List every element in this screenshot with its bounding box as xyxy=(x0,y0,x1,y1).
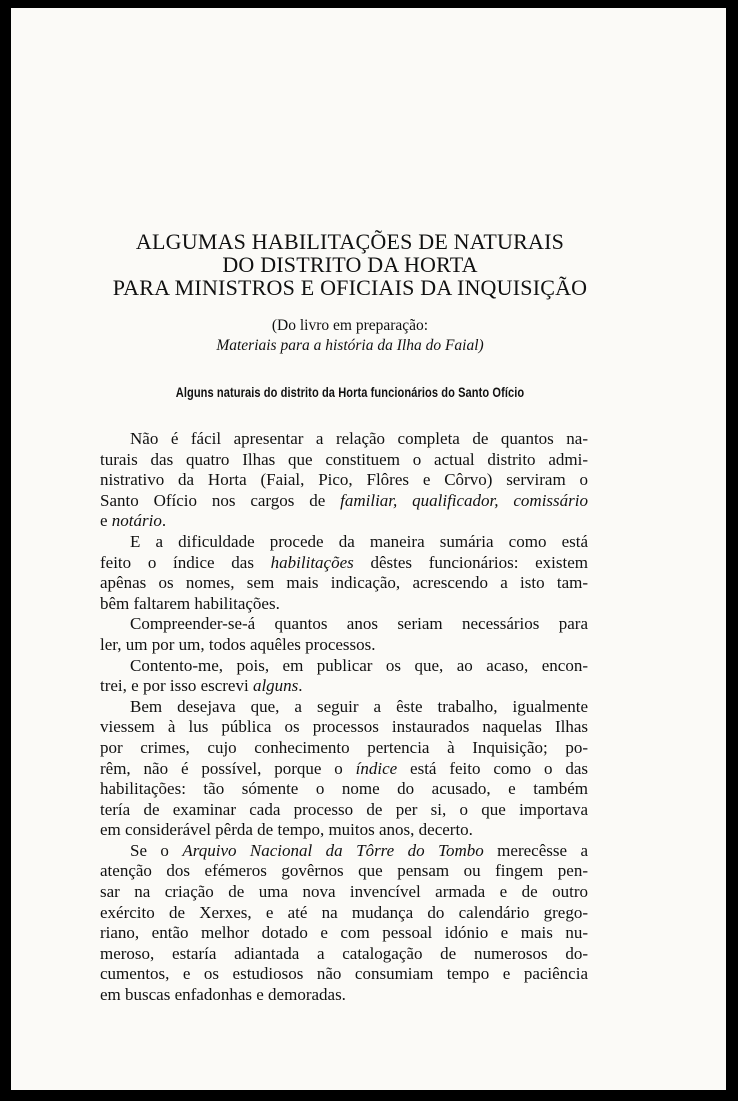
body-line: Compreender-se-á quantos anos seriam necessários para xyxy=(130,614,588,634)
body-text-span: merecêsse a xyxy=(483,840,588,860)
body-line: tería de examinar cada processo de per si, o que importava xyxy=(100,799,588,819)
body-italic-span: familiar, qualificador, comissário xyxy=(340,490,589,510)
body-text-span: rêm, não é possível, porque o xyxy=(100,758,356,778)
body-line: riano, então melhor dotado e com pessoal idónio e mais nu- xyxy=(100,923,588,943)
subtitle xyxy=(11,316,689,356)
body-line xyxy=(100,511,588,532)
body-line: Não é fácil apresentar a relação completa de quantos na- xyxy=(130,429,588,448)
subtitle-line-1: (Do livro em preparação: xyxy=(271,317,429,334)
body-text-span: e xyxy=(100,511,112,531)
body-text xyxy=(100,429,588,1006)
title-line-3: PARA MINISTROS E OFICIAIS DA INQUISIÇÃO xyxy=(112,275,588,300)
body-line: em considerável pêrda de tempo, muitos anos, decerto. xyxy=(100,820,473,840)
title-line-2: DO DISTRITO DA HORTA xyxy=(222,252,478,277)
body-line: turais das quatro Ilhas que constituem o actual distrito admi- xyxy=(100,449,588,469)
body-line: atenção dos efémeros govêrnos que pensam ou fingem pen- xyxy=(100,861,588,881)
body-text-span: dêstes funcionários: existem xyxy=(353,552,588,572)
section-heading: Alguns naturais do distrito da Horta funcionários do Santo Ofício xyxy=(175,385,525,400)
body-line: nistrativo da Horta (Faial, Pico, Flôres e Côrvo) serviram o xyxy=(100,470,588,490)
body-line: ler, um por um, todos aquêles processos. xyxy=(100,634,376,654)
body-line: cumentos, e os estudiosos não consumiam tempo e paciência xyxy=(100,964,588,984)
body-text-span: feito o índice das xyxy=(100,552,271,572)
subtitle-line-2: Materiais para a história da Ilha do Faial) xyxy=(216,337,484,354)
body-line: habilitações: tão sómente o nome do acusado, e também xyxy=(100,779,588,799)
body-text-span: Se o xyxy=(130,840,183,860)
body-line: em buscas enfadonhas e demoradas. xyxy=(100,985,346,1005)
body-line: por crimes, cujo conhecimento pertencia à Inquisição; po- xyxy=(100,737,588,757)
body-text-span: Santo Ofício nos cargos de xyxy=(100,490,341,510)
body-text-span: . xyxy=(298,676,303,696)
body-line xyxy=(100,491,588,512)
body-line: meroso, estaría adiantada a catalogação de numerosos do- xyxy=(100,943,588,963)
body-text-span: trei, e por isso escrevi xyxy=(100,676,253,696)
document-title xyxy=(11,230,689,299)
body-line xyxy=(100,676,588,697)
body-italic-span: índice xyxy=(355,758,398,778)
body-line xyxy=(100,553,588,574)
body-italic-span: notário xyxy=(111,511,162,531)
body-text-span: está feito como o das xyxy=(397,758,588,778)
title-line-1: ALGUMAS HABILITAÇÕES DE NATURAIS xyxy=(135,229,565,254)
body-line: exército de Xerxes, e até na mudança do calendário grego- xyxy=(100,902,588,922)
body-line: Bem desejava que, a seguir a êste trabalho, igualmente xyxy=(130,696,588,716)
body-text-span: . xyxy=(161,511,167,531)
body-italic-span: habilitações xyxy=(270,552,354,572)
body-line: apênas os nomes, sem mais indicação, acrescendo a isto tam- xyxy=(100,573,588,593)
document-page xyxy=(11,8,726,1090)
body-line: bêm faltarem habilitações. xyxy=(100,593,280,613)
body-italic-span: alguns xyxy=(252,676,299,696)
body-line: sar na criação de uma nova invencível armada e de outro xyxy=(100,882,588,902)
body-line: E a dificuldade procede da maneira sumária como está xyxy=(130,531,588,551)
body-italic-span: Arquivo Nacional da Tôrre do Tombo xyxy=(182,840,484,860)
body-line xyxy=(100,841,588,862)
body-line: viessem à lus pública os processos instaurados naquelas Ilhas xyxy=(100,717,588,737)
body-line: Contento-me, pois, em publicar os que, ao acaso, encon- xyxy=(130,655,588,675)
body-line xyxy=(100,759,588,780)
